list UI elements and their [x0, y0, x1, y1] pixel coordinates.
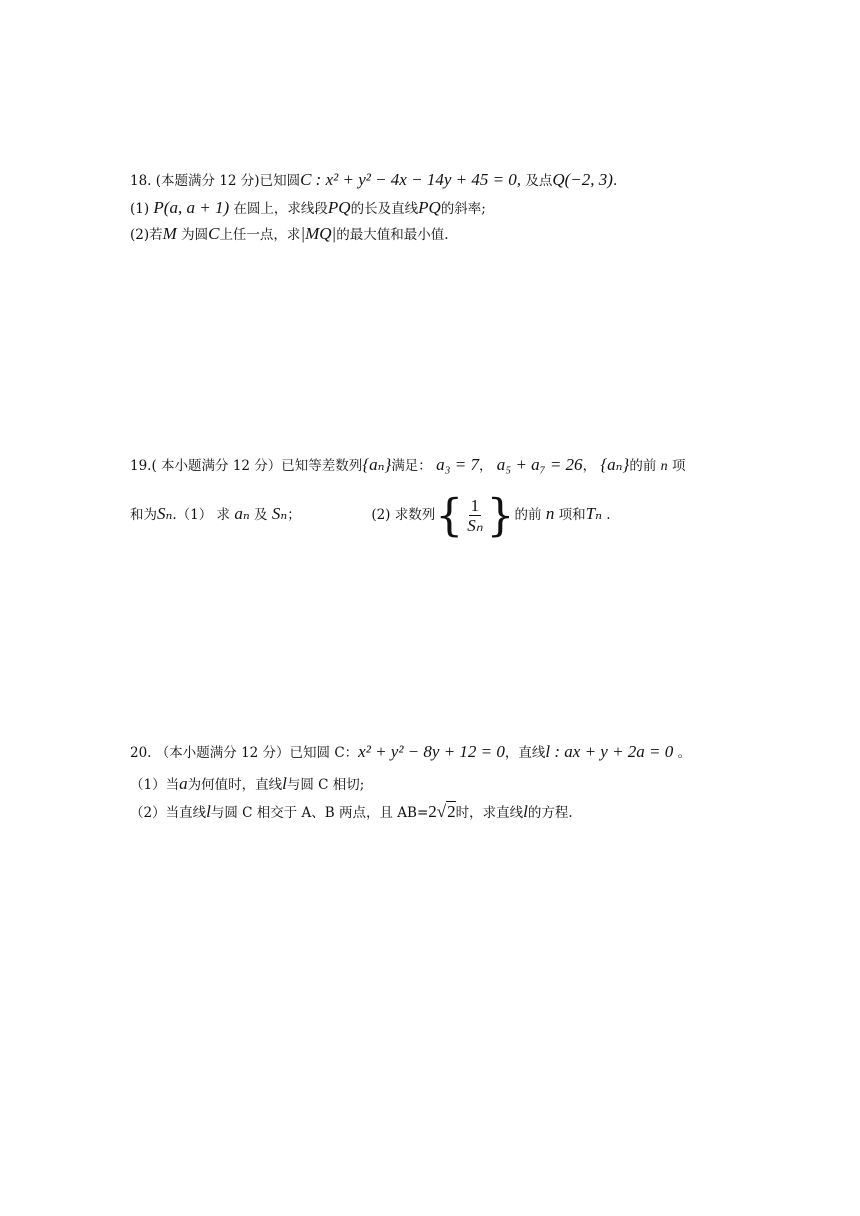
coefficient: 2 — [428, 802, 437, 821]
left-brace: { — [435, 490, 464, 541]
problem-intro: ( 本小题满分 12 分）已知等差数列 — [151, 458, 363, 474]
condition-a3: a₃ = 7 — [436, 455, 479, 474]
fraction-denominator: Sₙ — [467, 515, 483, 535]
text: 的长及直线 — [350, 201, 419, 217]
text: 在圆上，求线段 — [233, 201, 328, 217]
text: 项和 — [558, 507, 586, 523]
text: 时，求直线 — [455, 805, 524, 821]
point-p: P(a, a + 1) — [153, 198, 230, 217]
sqrt-sign: √ — [436, 802, 447, 821]
var-n: n — [545, 504, 555, 523]
text: ， — [479, 458, 493, 474]
problem-number: 18. — [130, 173, 152, 189]
period: 。 — [677, 745, 692, 761]
part-label: （1）当 — [130, 777, 180, 793]
text: 的方程. — [527, 805, 573, 821]
text: 的前 — [514, 507, 542, 523]
problem-19-statement — [130, 455, 685, 477]
part-label: (2)若 — [130, 227, 163, 243]
text: 项 — [671, 458, 686, 474]
sum-sn: Sₙ — [271, 504, 288, 523]
problem-18-part-2 — [130, 224, 449, 245]
text: 上任一点，求 — [219, 227, 301, 243]
fraction — [465, 497, 484, 536]
text: 的最大值和最小值. — [336, 227, 449, 243]
text: ，直线 — [504, 745, 546, 761]
var-n: n — [660, 459, 668, 474]
text: 的前 — [629, 458, 657, 474]
line-pq: PQ — [418, 198, 441, 217]
param-a: a — [179, 774, 188, 793]
right-brace: } — [486, 490, 515, 541]
problem-18-part-1 — [130, 198, 486, 219]
period: . — [606, 507, 611, 523]
part-1-label: .（1） 求 — [172, 507, 231, 523]
circle-equation: x² + y² − 8y + 12 = 0 — [358, 742, 505, 761]
part-2-label: (2) 求数列 — [371, 507, 436, 523]
fraction-numerator: 1 — [470, 495, 480, 515]
term-an: aₙ — [234, 504, 250, 523]
period: . — [612, 173, 618, 189]
text: ； — [287, 507, 301, 523]
line-equation: l : ax + y + 2a = 0 — [545, 742, 674, 761]
sequence-an: {aₙ} — [362, 455, 392, 474]
radicand: 2 — [447, 802, 456, 821]
sequence-reciprocal — [435, 491, 514, 541]
circle-c: C — [208, 224, 220, 243]
point-m: M — [162, 224, 177, 243]
text: 与圆 C 相交于 A、B 两点，且 AB= — [210, 805, 429, 821]
sequence-an: {aₙ} — [600, 455, 630, 474]
problem-number: 20. — [130, 745, 152, 761]
circle-equation: C : x² + y² − 4x − 14y + 45 = 0, — [300, 170, 522, 189]
problem-number: 19. — [130, 458, 152, 474]
text: 满足： — [391, 458, 432, 474]
problem-19-parts — [130, 489, 611, 539]
condition-a5-a7: a₅ + a₇ = 26 — [496, 455, 583, 474]
line-l: l — [206, 802, 211, 821]
part-label: （2）当直线 — [130, 805, 207, 821]
problem-18-statement — [130, 170, 617, 191]
sum-sn: Sₙ — [157, 504, 173, 523]
point-q: Q(−2, 3) — [552, 170, 613, 189]
text: 为何值时，直线 — [187, 777, 283, 793]
text: 及点 — [525, 173, 553, 189]
text: ， — [582, 458, 597, 474]
problem-20-part-2 — [130, 802, 573, 823]
line-l: l — [282, 774, 287, 793]
sum-tn: Tₙ — [585, 504, 602, 523]
problem-intro: (本题满分 12 分)已知圆 — [155, 173, 301, 189]
text: 与圆 C 相切; — [286, 777, 365, 793]
text: 的斜率; — [440, 201, 486, 217]
text: 及 — [254, 507, 268, 523]
problem-intro: （本小题满分 12 分）已知圆 C： — [155, 745, 359, 761]
part-label: (1) — [130, 201, 150, 217]
text: 和为 — [130, 507, 157, 523]
segment-pq: PQ — [327, 198, 351, 217]
abs-mq: |MQ| — [300, 224, 337, 243]
line-l: l — [523, 802, 528, 821]
problem-20-statement — [130, 742, 691, 763]
text: 为圆 — [181, 227, 209, 243]
problem-20-part-1 — [130, 774, 364, 795]
